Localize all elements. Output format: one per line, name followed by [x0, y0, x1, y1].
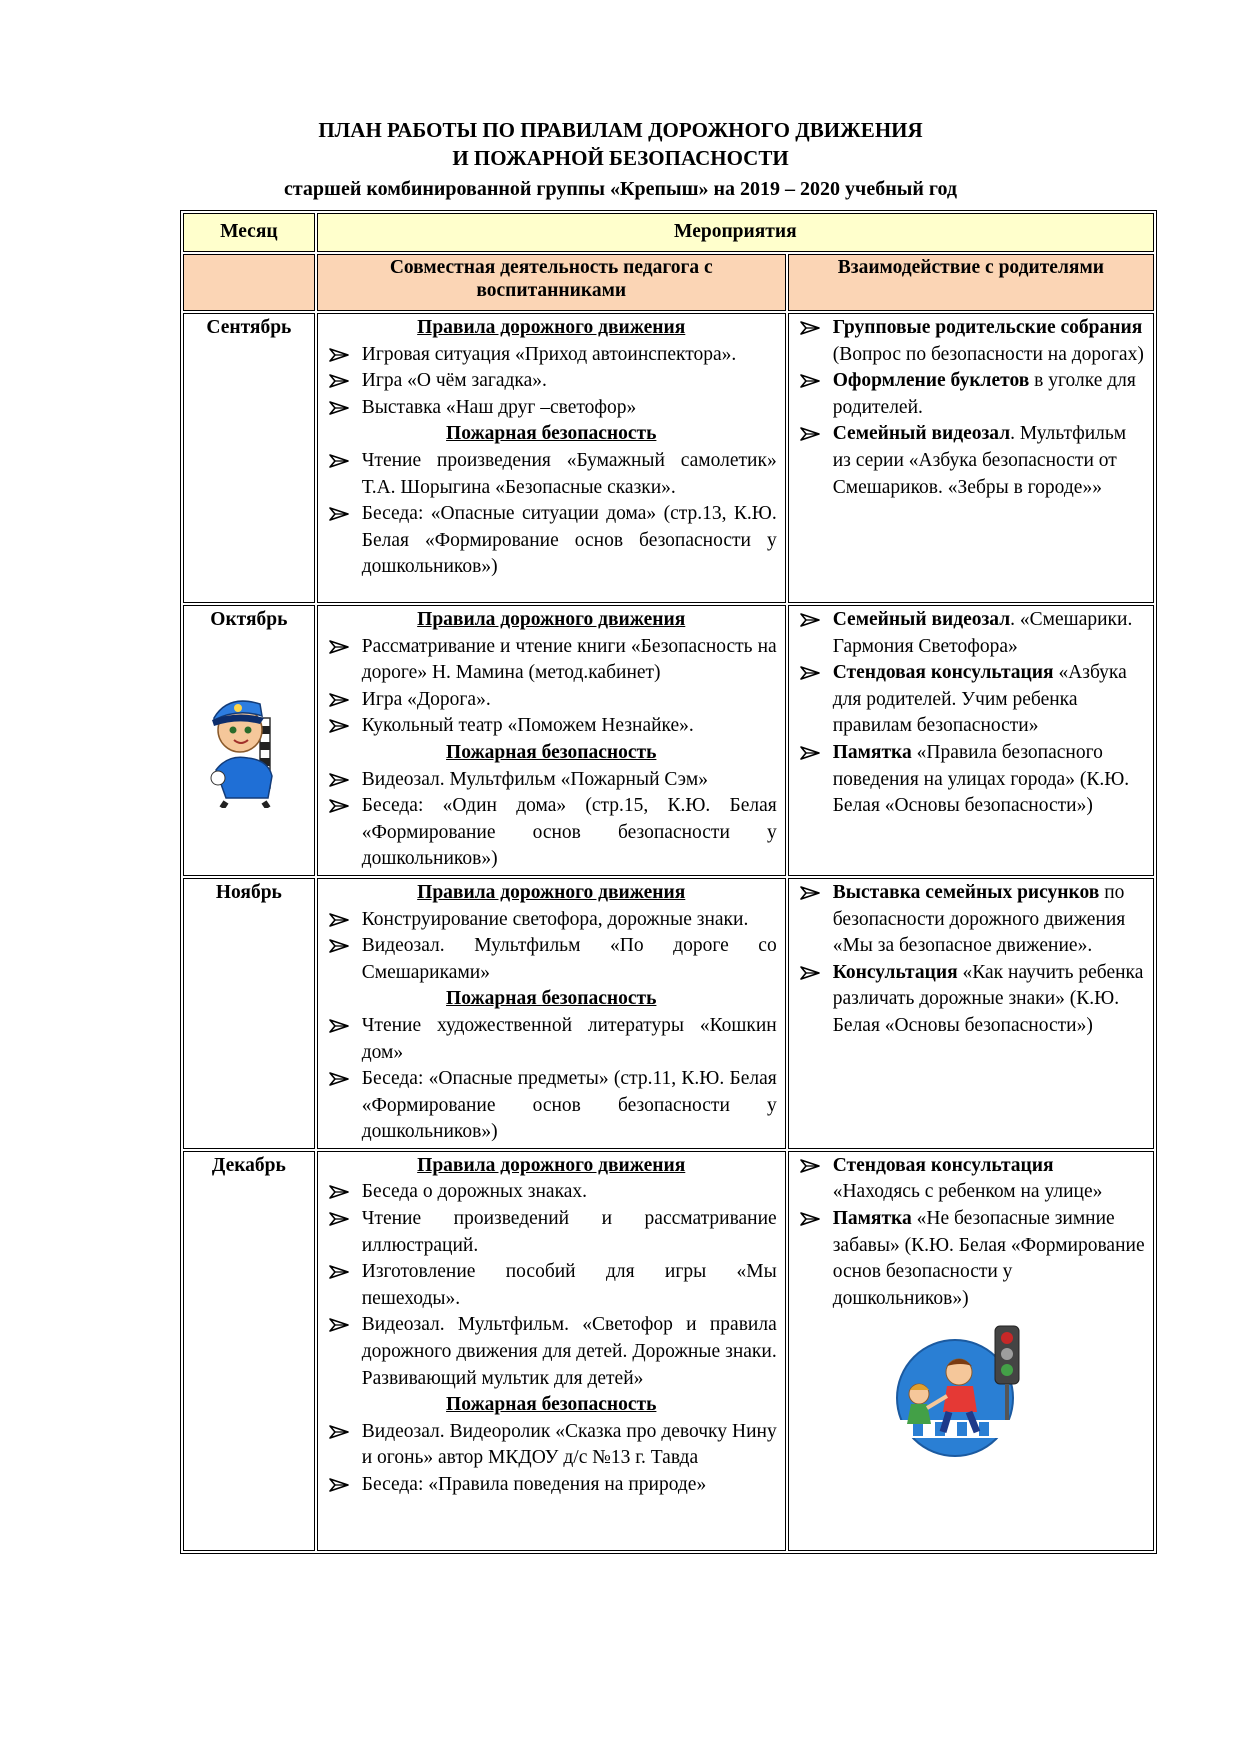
arrow-bullet-icon — [328, 1206, 350, 1232]
parent-activity-title: Оформление буклетов — [832, 370, 1030, 392]
traffic-officer-boy-illustration — [198, 678, 298, 808]
table-row — [183, 313, 1154, 603]
parent-activity-text: «Правила безопасного поведения на улицах города» (К.Ю. Белая «Основы безопасности») — [832, 741, 1130, 817]
activity-text: Выставка «Наш друг –светофор» — [361, 396, 637, 418]
activity-text: Беседа: «Опасные ситуации дома» (стр.13, К.Ю. Белая «Формирование основ безопасности у дошкольников») — [361, 503, 777, 578]
section-fire: Пожарная безопасность — [446, 423, 657, 445]
activity-text: Видеозал. Мультфильм «Пожарный Сэм» — [361, 768, 708, 790]
parent-activity-item — [797, 1206, 1145, 1312]
activity-text: Беседа: «Один дома» (стр.15, К.Ю. Белая «Формирование основ безопасности у дошкольников») — [361, 795, 777, 870]
pdd-list — [326, 1179, 777, 1392]
month-cell — [183, 878, 315, 1149]
header-month: Месяц — [183, 213, 315, 252]
children-crossing-illustration — [877, 1320, 1037, 1460]
parent-activity-title: Консультация — [832, 961, 958, 983]
parent-activity-item — [797, 421, 1145, 501]
month-name: Декабрь — [211, 1154, 286, 1176]
arrow-bullet-icon — [799, 421, 821, 447]
arrow-bullet-icon — [328, 368, 350, 394]
pdd-list — [326, 907, 777, 987]
activity-text: Игра «Дорога». — [361, 688, 491, 710]
parent-activity-text: «Азбука для родителей. Учим ребенка правилам безопасности» — [832, 662, 1127, 737]
parent-activity-title: Памятка — [832, 741, 912, 763]
table-row — [183, 1151, 1154, 1551]
activity-item — [326, 368, 777, 395]
joint-activity-cell — [317, 605, 786, 876]
arrow-bullet-icon — [328, 767, 350, 793]
parent-activity-title: Стендовая консультация — [832, 662, 1054, 684]
arrow-bullet-icon — [328, 448, 350, 474]
parents-list — [797, 315, 1145, 501]
activity-item — [326, 687, 777, 714]
fire-list — [326, 767, 777, 873]
activity-text: Рассматривание и чтение книги «Безопасность на дороге» Н. Мамина (метод.кабинет) — [361, 635, 777, 684]
activity-item — [326, 634, 777, 687]
activity-item — [326, 501, 777, 581]
header-parents: Взаимодействие с родителями — [788, 254, 1154, 311]
parent-activity-item — [797, 880, 1145, 960]
arrow-bullet-icon — [328, 713, 350, 739]
arrow-bullet-icon — [799, 607, 821, 633]
arrow-bullet-icon — [799, 315, 821, 341]
arrow-bullet-icon — [328, 634, 350, 660]
header-joint-activity: Совместная деятельность педагога с воспитанниками — [317, 254, 786, 311]
month-cell — [183, 605, 315, 876]
arrow-bullet-icon — [328, 933, 350, 959]
activity-text: Видеозал. Видеоролик «Сказка про девочку Нину и огонь» автор МКДОУ д/с №13 г. Тавда — [361, 1420, 777, 1469]
activity-item — [326, 793, 777, 873]
parent-activity-title: Стендовая консультация — [832, 1154, 1054, 1176]
parent-activity-item — [797, 607, 1145, 660]
activity-item — [326, 767, 777, 794]
arrow-bullet-icon — [328, 1066, 350, 1092]
arrow-bullet-icon — [328, 1312, 350, 1338]
fire-list — [326, 448, 777, 581]
activity-text: Чтение произведений и рассматривание иллюстраций. — [361, 1208, 777, 1256]
fire-list — [326, 1013, 777, 1146]
parent-activity-title: Семейный видеозал — [832, 423, 1011, 445]
activity-text: Кукольный театр «Поможем Незнайке». — [361, 715, 694, 737]
arrow-bullet-icon — [328, 342, 350, 368]
parent-activity-item — [797, 660, 1145, 740]
pdd-list — [326, 634, 777, 740]
parent-activity-title: Памятка — [832, 1208, 912, 1230]
arrow-bullet-icon — [799, 1206, 821, 1232]
parent-activity-text: «Находясь с ребенком на улице» — [832, 1181, 1103, 1203]
activity-item — [326, 1206, 777, 1259]
section-pdd: Правила дорожного движения — [417, 317, 686, 338]
arrow-bullet-icon — [328, 1419, 350, 1445]
parent-activity-title: Семейный видеозал — [832, 609, 1011, 630]
activity-text: Видеозал. Мультфильм «По дороге со Смешариками» — [361, 935, 777, 983]
parent-activity-text: по безопасности дорожного движения «Мы за безопасное движение». — [832, 881, 1126, 957]
activity-item — [326, 1179, 777, 1206]
month-name: Сентябрь — [206, 317, 292, 338]
activity-text: Чтение произведения «Бумажный самолетик» Т.А. Шорыгина «Безопасные сказки». — [361, 449, 777, 498]
activity-text: Видеозал. Мультфильм. «Светофор и правила дорожного движения для детей. Дорожные знаки. Развивающий мультик для детей» — [361, 1314, 777, 1389]
month-cell — [183, 1151, 315, 1551]
arrow-bullet-icon — [799, 880, 821, 906]
joint-activity-cell — [317, 313, 786, 603]
parent-activity-text: «Не безопасные зимние забавы» (К.Ю. Белая «Формирование основ безопасности у дошкольников») — [832, 1208, 1145, 1309]
header-blank — [183, 254, 315, 311]
parents-cell — [788, 878, 1154, 1149]
arrow-bullet-icon — [799, 960, 821, 986]
table-row — [183, 878, 1154, 1149]
document-title-line1: ПЛАН РАБОТЫ ПО ПРАВИЛАМ ДОРОЖНОГО ДВИЖЕНИЯ — [318, 118, 923, 142]
arrow-bullet-icon — [799, 1153, 821, 1179]
activity-item — [326, 933, 777, 986]
parent-activity-title: Выставка семейных рисунков — [832, 881, 1100, 903]
activity-text: Чтение художественной литературы «Кошкин дом» — [361, 1014, 777, 1063]
activity-item — [326, 1013, 777, 1066]
arrow-bullet-icon — [328, 1259, 350, 1285]
parents-cell — [788, 1151, 1154, 1551]
section-fire: Пожарная безопасность — [446, 988, 657, 1010]
activity-text: Конструирование светофора, дорожные знаки. — [361, 908, 749, 930]
activity-item — [326, 907, 777, 934]
arrow-bullet-icon — [328, 687, 350, 713]
arrow-bullet-icon — [328, 501, 350, 527]
arrow-bullet-icon — [799, 740, 821, 766]
section-fire: Пожарная безопасность — [446, 1394, 657, 1416]
parents-cell — [788, 605, 1154, 876]
table-row — [183, 605, 1154, 876]
parents-list — [797, 607, 1145, 820]
arrow-bullet-icon — [328, 1013, 350, 1039]
parent-activity-text: . «Смешарики. Гармония Светофора» — [832, 609, 1133, 657]
arrow-bullet-icon — [799, 660, 821, 686]
parent-activity-text: (Вопрос по безопасности на дорогах) — [832, 343, 1144, 365]
arrow-bullet-icon — [328, 907, 350, 933]
arrow-bullet-icon — [328, 793, 350, 819]
plan-table — [180, 210, 1157, 1554]
activity-item — [326, 1312, 777, 1392]
arrow-bullet-icon — [328, 395, 350, 421]
activity-item — [326, 713, 777, 740]
month-cell — [183, 313, 315, 603]
section-pdd: Правила дорожного движения — [417, 609, 686, 630]
arrow-bullet-icon — [328, 1179, 350, 1205]
activity-item — [326, 448, 777, 501]
parent-activity-item — [797, 740, 1145, 820]
activity-text: Изготовление пособий для игры «Мы пешеходы». — [361, 1261, 777, 1309]
parent-activity-item — [797, 1153, 1145, 1206]
arrow-bullet-icon — [799, 368, 821, 394]
activity-text: Беседа о дорожных знаках. — [361, 1181, 588, 1203]
header-events: Мероприятия — [317, 213, 1154, 252]
joint-activity-cell — [317, 1151, 786, 1551]
parents-list — [797, 1153, 1145, 1313]
activity-item — [326, 395, 777, 422]
activity-text: Игровая ситуация «Приход автоинспектора». — [361, 343, 737, 365]
activity-text: Игра «О чём загадка». — [361, 370, 547, 392]
joint-activity-cell — [317, 878, 786, 1149]
arrow-bullet-icon — [328, 1472, 350, 1498]
section-pdd: Правила дорожного движения — [417, 1154, 686, 1176]
parent-activity-text: . Мультфильм из серии «Азбука безопасности от Смешариков. «Зебры в городе»» — [832, 423, 1127, 498]
activity-item — [326, 342, 777, 369]
activity-item — [326, 1419, 777, 1472]
month-name: Ноябрь — [215, 881, 282, 903]
parents-list — [797, 880, 1145, 1040]
document-title-line2: И ПОЖАРНОЙ БЕЗОПАСНОСТИ — [452, 146, 789, 170]
section-fire: Пожарная безопасность — [446, 741, 657, 763]
section-pdd: Правила дорожного движения — [417, 881, 686, 903]
activity-item — [326, 1259, 777, 1312]
parent-activity-item — [797, 315, 1145, 368]
month-name: Октябрь — [210, 609, 288, 630]
fire-list — [326, 1419, 777, 1499]
parents-cell — [788, 313, 1154, 603]
activity-item — [326, 1472, 777, 1499]
document-subtitle: старшей комбинированной группы «Крепыш» на 2019 – 2020 учебный год — [283, 178, 958, 200]
parent-activity-text: «Как научить ребенка различать дорожные знаки» (К.Ю. Белая «Основы безопасности») — [832, 961, 1144, 1036]
parent-activity-item — [797, 368, 1145, 421]
parent-activity-item — [797, 960, 1145, 1040]
activity-item — [326, 1066, 777, 1146]
pdd-list — [326, 342, 777, 422]
parent-activity-text: в уголке для родителей. — [832, 370, 1136, 418]
activity-text: Беседа: «Правила поведения на природе» — [361, 1474, 707, 1495]
parent-activity-title: Групповые родительские собрания — [832, 317, 1143, 338]
activity-text: Беседа: «Опасные предметы» (стр.11, К.Ю. Белая «Формирование основ безопасности у дошкольников») — [361, 1068, 777, 1143]
